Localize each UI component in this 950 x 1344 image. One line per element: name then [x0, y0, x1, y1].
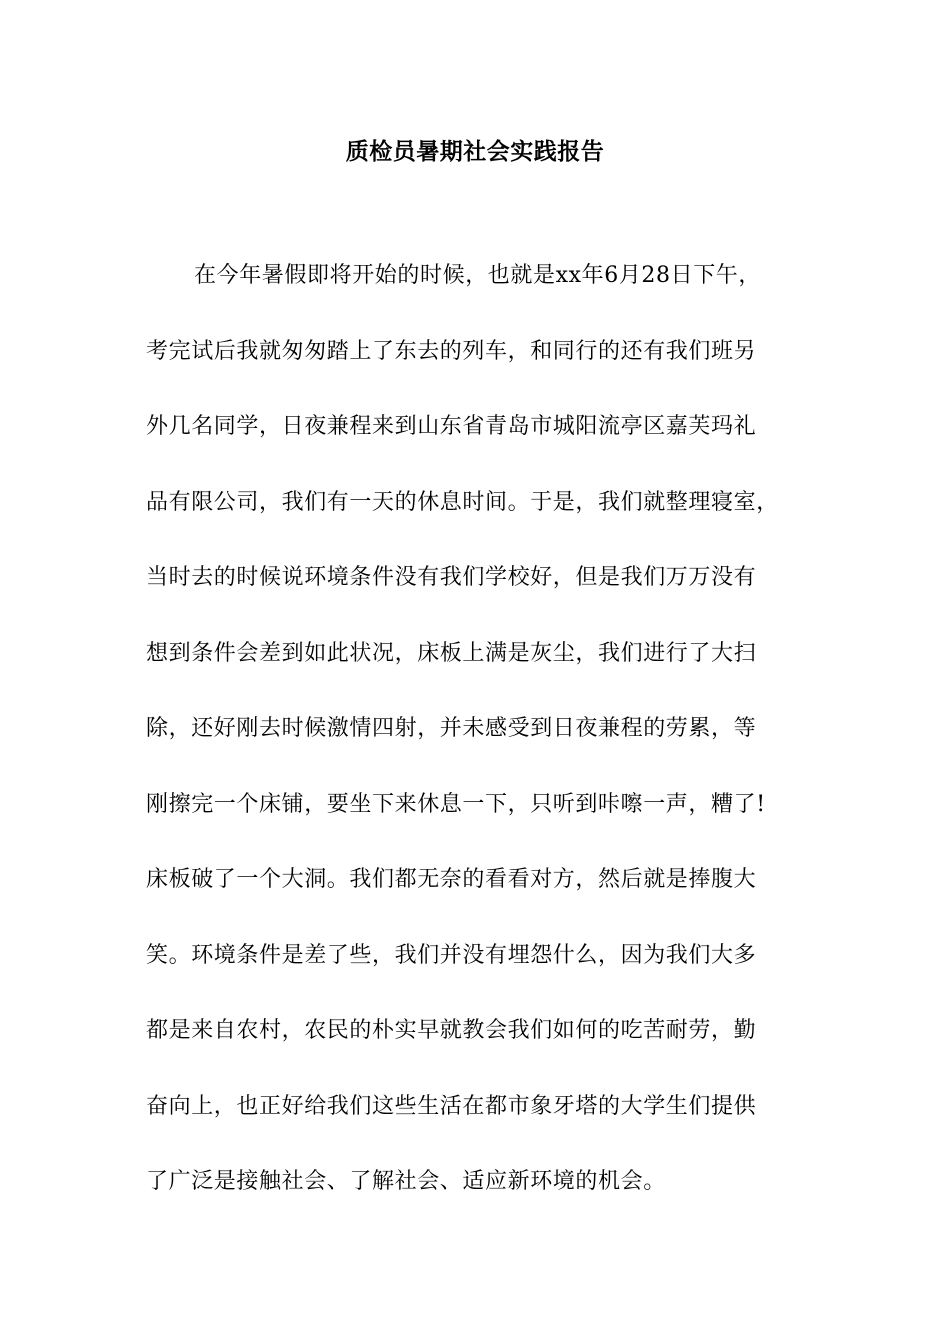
document-body	[146, 254, 826, 1236]
paragraph-line: 考完试后我就匆匆踏上了东去的列车，和同行的还有我们班另	[146, 338, 757, 364]
paragraph-line: 床板破了一个大洞。我们都无奈的看看对方，然后就是捧腹大	[146, 867, 757, 892]
paragraph-line: 笑。环境条件是差了些，我们并没有埋怨什么，因为我们大多	[146, 942, 757, 968]
paragraph-line: 当时去的时候说环境条件没有我们学校好，但是我们万万没有	[146, 565, 757, 590]
document-title: 质检员暑期社会实践报告	[345, 138, 605, 165]
paragraph-line: 想到条件会差到如此状况，床板上满是灰尘，我们进行了大扫	[146, 640, 757, 666]
paragraph-line: 品有限公司，我们有一天的休息时间。于是，我们就整理寝室，	[146, 489, 779, 515]
paragraph-line: 外几名同学，日夜兼程来到山东省青岛市城阳流亭区嘉芙玛礼	[146, 414, 757, 439]
paragraph-line: 了广泛是接触社会、了解社会、适应新环境的机会。	[146, 1169, 666, 1194]
paragraph-line: 奋向上，也正好给我们这些生活在都市象牙塔的大学生们提供	[146, 1093, 757, 1119]
paragraph-line: 在今年暑假即将开始的时候，也就是xx年6月28日下午，	[194, 263, 762, 288]
paragraph-line: 都是来自农村，农民的朴实早就教会我们如何的吃苦耐劳，勤	[146, 1018, 757, 1043]
paragraph-line: 除，还好刚去时候激情四射，并未感受到日夜兼程的劳累，等	[146, 716, 757, 741]
paragraph-line: 刚擦完一个床铺，要坐下来休息一下，只听到咔嚓一声，糟了!	[146, 791, 766, 817]
